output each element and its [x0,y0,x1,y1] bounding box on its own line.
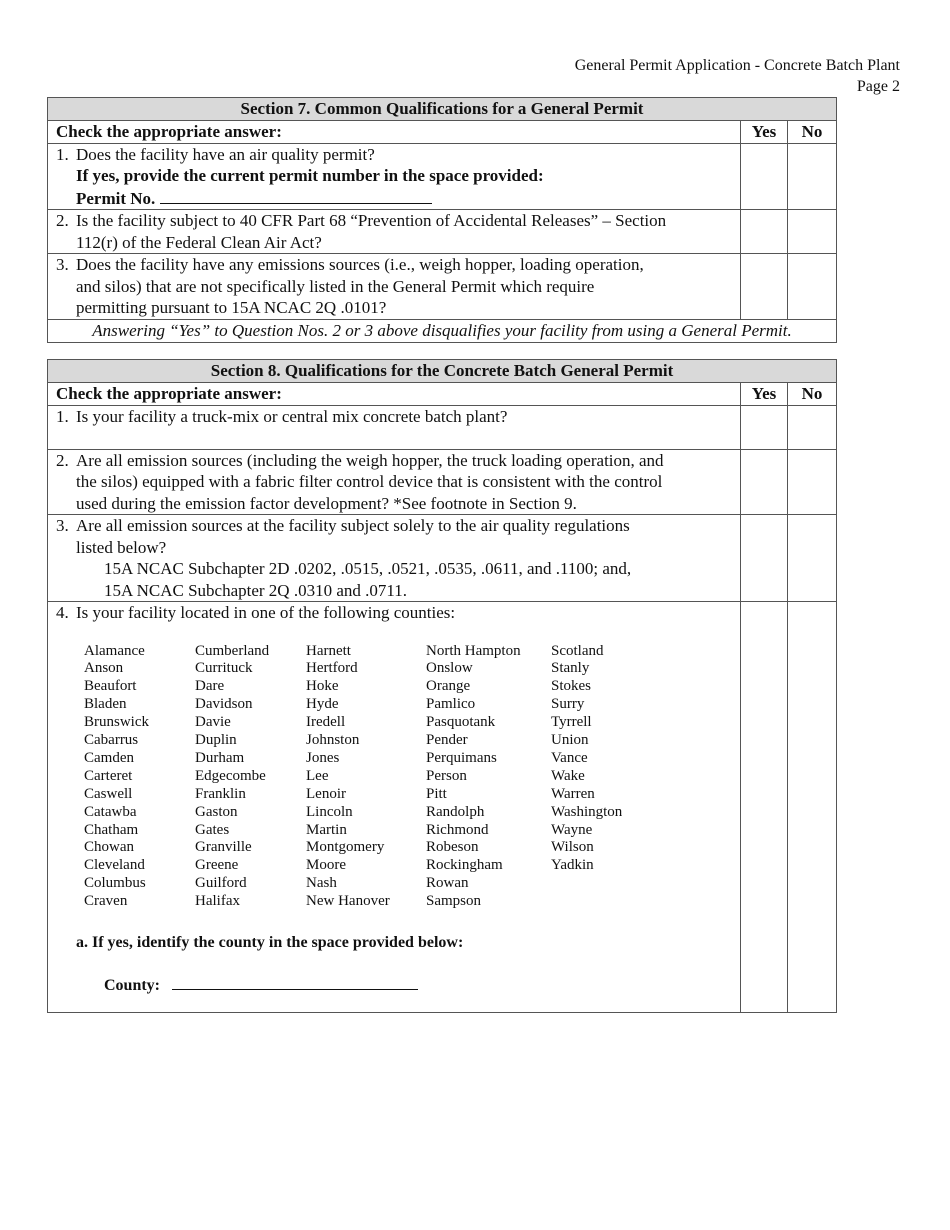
section-8-question-3 [48,515,837,602]
county-name: Wake [551,767,585,784]
yes-column-header: Yes [741,383,788,406]
q1-yes-box[interactable] [741,143,788,210]
question-text: Does the facility have an air quality permit? [76,144,375,164]
county-name: Brunswick [84,714,149,731]
county-name: Davie [195,714,231,731]
county-name: Onslow [426,660,473,677]
question-text-line: 112(r) of the Federal Clean Air Act? [76,232,322,252]
county-name: Scotland [551,642,604,659]
county-name: Washington [551,803,623,820]
county-column [551,643,641,912]
county-name: Cumberland [195,642,270,659]
county-name: Yadkin [551,857,594,874]
question-text-line: Does the facility have any emissions sources (i.e., weigh hopper, loading operation, [76,255,644,274]
county-column [426,643,551,912]
county-name: Martin [306,821,347,838]
county-name: Rowan [426,875,469,892]
county-name: Granville [195,839,252,856]
county-name: Tyrrell [551,714,592,731]
s8-q3-yes-box[interactable] [741,515,788,602]
county-name: Hertford [306,660,358,677]
county-name: Union [551,732,589,749]
county-name: Perquimans [426,749,497,766]
q1-no-box[interactable] [788,143,837,210]
county-name: Halifax [195,893,240,910]
permit-number-label: Permit No. [76,188,156,208]
county-name: Stokes [551,678,592,695]
s8-q3-no-box[interactable] [788,515,837,602]
question-text: Is your facility located in one of the following counties: [76,603,456,622]
county-name: Gaston [195,803,238,820]
q3-yes-box[interactable] [741,254,788,320]
section-8-title: Section 8. Qualifications for the Concrete Batch General Permit [48,360,837,383]
county-name: Hyde [306,696,339,713]
county-name: Montgomery [306,839,385,856]
county-name: Harnett [306,642,351,659]
county-name: Franklin [195,785,246,802]
no-column-header: No [788,121,837,144]
question-text-line: Are all emission sources (including the weigh hopper, the truck loading operation, and [76,450,664,470]
regulation-line: 15A NCAC Subchapter 2D .0202, .0515, .0521, .0535, .0611, and .1100; and, [104,559,632,578]
county-label: County: [104,976,161,994]
county-field[interactable] [172,973,418,990]
q3-no-box[interactable] [788,254,837,320]
county-name: Chatham [84,821,139,838]
county-name: Caswell [84,785,133,802]
county-name: Pender [426,732,468,749]
county-name: Durham [195,749,245,766]
question-number: 2. [56,450,69,470]
question-text-line: Is the facility subject to 40 CFR Part 68 “Prevention of Accidental Releases” – Section [76,211,667,230]
check-answer-label: Check the appropriate answer: [48,121,741,144]
question-number: 3. [56,516,69,535]
permit-number-field[interactable] [160,187,432,204]
county-name: Orange [426,678,471,695]
county-name: Duplin [195,732,237,749]
county-name: Stanly [551,660,590,677]
page-number: Page 2 [856,78,900,95]
county-name: Gates [195,821,230,838]
county-name: New Hanover [306,893,390,910]
question-number: 1. [56,144,69,164]
county-name: Moore [306,857,346,874]
county-column [195,643,306,912]
section-7-question-1 [48,143,837,210]
county-name: Jones [306,749,340,766]
county-name: Guilford [195,875,247,892]
county-name: Davidson [195,696,253,713]
county-name: Robeson [426,839,479,856]
document-title: General Permit Application - Concrete Batch Plant [574,57,900,74]
county-name: Johnston [306,732,360,749]
county-name: Hoke [306,678,339,695]
section-8-question-2 [48,449,837,515]
county-name: Pitt [426,785,447,802]
county-name: Greene [195,857,239,874]
s8-q1-no-box[interactable] [788,405,837,449]
county-column [306,643,426,912]
county-name: Columbus [84,875,146,892]
county-instruction: a. If yes, identify the county in the space provided below: [76,934,464,952]
regulation-line: 15A NCAC Subchapter 2Q .0310 and .0711. [104,580,407,600]
county-name: Richmond [426,821,489,838]
s8-q2-no-box[interactable] [788,449,837,515]
county-name: Iredell [306,714,346,731]
s8-q2-yes-box[interactable] [741,449,788,515]
county-name: Bladen [84,696,127,713]
county-name: Alamance [84,642,145,659]
question-number: 1. [56,406,69,426]
county-name: Beaufort [84,678,137,695]
county-name: Dare [195,678,225,695]
county-name: Currituck [195,660,253,677]
county-name: Cabarrus [84,732,139,749]
county-name: Cleveland [84,857,145,874]
page-header [575,55,900,97]
county-name: Vance [551,749,588,766]
no-column-header: No [788,383,837,406]
county-name: Wayne [551,821,593,838]
county-name: Lenoir [306,785,346,802]
section-8-question-1 [48,405,837,449]
question-text-line: and silos) that are not specifically listed in the General Permit which require [76,276,595,296]
county-name: North Hampton [426,642,521,659]
question-text: Is your facility a truck-mix or central mix concrete batch plant? [76,406,508,426]
county-name: Surry [551,696,585,713]
section-8-question-4 [48,602,837,1013]
county-list [84,643,732,912]
county-name: Warren [551,785,595,802]
question-number: 2. [56,211,69,230]
section-7-title: Section 7. Common Qualifications for a General Permit [48,98,837,121]
county-name: Chowan [84,839,134,856]
q2-no-box[interactable] [788,210,837,254]
county-name: Edgecombe [195,767,266,784]
county-name: Rockingham [426,857,503,874]
county-name: Pamlico [426,696,476,713]
s8-q4-no-box[interactable] [788,602,837,1013]
section-7-question-3 [48,254,837,320]
yes-column-header: Yes [741,121,788,144]
question-text-line: the silos) equipped with a fabric filter control device that is consistent with the control [76,472,663,491]
question-instruction: If yes, provide the current permit number in the space provided: [76,166,544,185]
county-name: Craven [84,893,128,910]
question-number: 3. [56,255,69,274]
section-7-question-2 [48,210,837,254]
county-name: Pasquotank [426,714,496,731]
s8-q1-yes-box[interactable] [741,405,788,449]
q2-yes-box[interactable] [741,210,788,254]
county-name: Nash [306,875,337,892]
county-name: Catawba [84,803,137,820]
county-name: Carteret [84,767,133,784]
county-name: Lincoln [306,803,353,820]
county-name: Wilson [551,839,594,856]
question-text-line: used during the emission factor development? *See footnote in Section 9. [76,493,577,513]
county-name: Anson [84,660,124,677]
check-answer-label: Check the appropriate answer: [48,383,741,406]
disqualification-note: Answering “Yes” to Question Nos. 2 or 3 above disqualifies your facility from using a General Permit. [48,320,837,343]
county-column [84,643,195,912]
question-text-line: permitting pursuant to 15A NCAC 2Q .0101? [76,298,387,317]
s8-q4-yes-box[interactable] [741,602,788,1013]
county-name: Lee [306,767,329,784]
question-text-line: listed below? [76,537,167,557]
county-name: Person [426,767,467,784]
county-name: Randolph [426,803,485,820]
section-8-table [47,359,837,1013]
question-text-line: Are all emission sources at the facility subject solely to the air quality regulations [76,516,630,535]
section-7-table [47,97,837,343]
county-name: Sampson [426,893,482,910]
county-name: Camden [84,749,134,766]
question-number: 4. [56,603,69,622]
